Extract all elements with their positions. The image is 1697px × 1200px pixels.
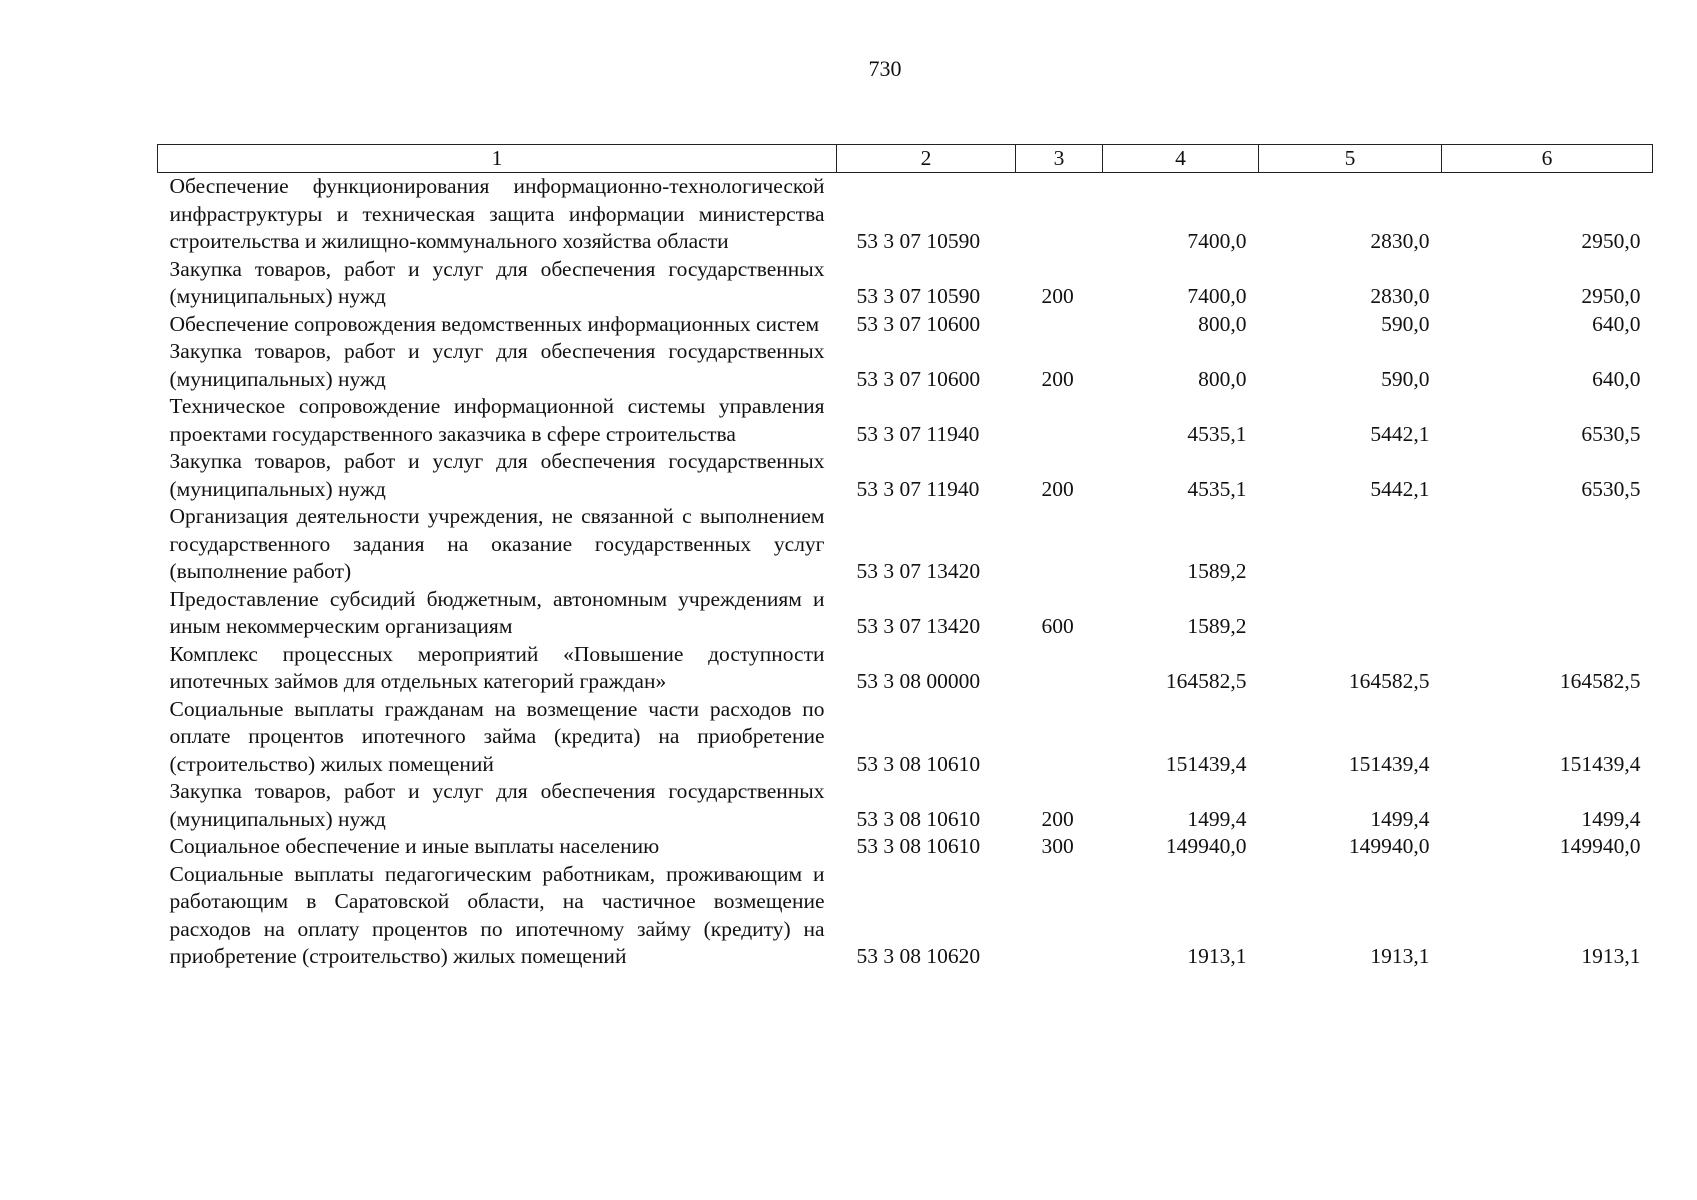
row-name: Закупка товаров, работ и услуг для обеспечения государственных (муниципальных) нужд [169, 256, 825, 308]
row-value-6: 149940,0 [1559, 834, 1641, 858]
row-value-6: 2950,0 [1581, 284, 1641, 308]
row-type [1016, 311, 1103, 339]
row-name: Организация деятельности учреждения, не связанной с выполнением государственного задания на оказание государственных услуг (выполнение работ) [169, 504, 825, 583]
row-value-5: 1913,1 [1370, 944, 1430, 968]
row-type [1016, 173, 1103, 256]
row-type: 600 [1041, 614, 1074, 638]
row-code: 53 3 07 11940 [856, 421, 980, 446]
row-value-4: 7400,0 [1187, 284, 1247, 308]
row-name: Техническое сопровождение информационной системы управления проектами государственного заказчика в сфере строительства [169, 394, 825, 446]
budget-table [157, 144, 1653, 971]
row-value-6: 640,0 [1592, 311, 1641, 336]
row-value-6 [1442, 586, 1653, 641]
table-row [158, 778, 1653, 833]
column-header-1: 1 [158, 145, 837, 173]
row-type [1016, 641, 1103, 696]
row-value-6: 1913,1 [1581, 944, 1641, 968]
row-code: 53 3 08 10620 [856, 944, 981, 968]
row-value-6 [1442, 503, 1653, 586]
row-name: Обеспечение функционирования информационно-технологической инфраструктуры и техническая защита информации министерства строительства и жилищно-коммунального хозяйства области [169, 174, 825, 253]
column-header-6: 6 [1442, 145, 1653, 173]
row-code: 53 3 08 10610 [856, 751, 981, 776]
row-value-6: 164582,5 [1559, 669, 1641, 693]
table-row [158, 503, 1653, 586]
row-name: Закупка товаров, работ и услуг для обеспечения государственных (муниципальных) нужд [169, 449, 825, 501]
row-code: 53 3 08 10610 [856, 834, 981, 858]
row-value-4: 4535,1 [1187, 421, 1247, 446]
table-row [158, 173, 1653, 256]
row-type [1016, 393, 1103, 448]
row-name: Социальное обеспечение и иные выплаты населению [169, 834, 660, 858]
row-value-4: 1913,1 [1187, 944, 1247, 968]
table-row [158, 586, 1653, 641]
row-value-5: 149940,0 [1348, 834, 1430, 858]
row-value-4: 800,0 [1198, 366, 1247, 391]
row-name: Предоставление субсидий бюджетным, автономным учреждениям и иным некоммерческим организациям [169, 586, 825, 638]
column-header-3: 3 [1016, 145, 1103, 173]
row-name: Обеспечение сопровождения ведомственных информационных систем [169, 311, 820, 336]
row-value-5: 1499,4 [1370, 806, 1430, 831]
row-name: Социальные выплаты гражданам на возмещение части расходов по оплате процентов ипотечного займа (кредита) на приобретение (строительство) жилых помещений [169, 696, 825, 776]
row-value-6: 151439,4 [1559, 751, 1641, 776]
row-value-5: 2830,0 [1370, 229, 1430, 253]
column-header-4: 4 [1103, 145, 1259, 173]
row-value-5: 164582,5 [1348, 669, 1430, 693]
table-row [158, 861, 1653, 971]
row-value-5 [1259, 586, 1442, 641]
row-type: 200 [1041, 366, 1074, 391]
row-value-6: 2950,0 [1581, 229, 1641, 253]
row-value-4: 164582,5 [1165, 669, 1247, 693]
table-row [158, 448, 1653, 503]
row-value-4: 7400,0 [1187, 229, 1247, 253]
page-number: 730 [868, 56, 902, 81]
row-code: 53 3 07 11940 [856, 476, 980, 501]
row-value-5: 590,0 [1381, 311, 1430, 336]
row-type [1016, 696, 1103, 779]
row-type [1016, 503, 1103, 586]
row-type: 200 [1041, 284, 1074, 308]
row-value-5: 590,0 [1381, 366, 1430, 391]
column-header-2: 2 [837, 145, 1016, 173]
row-value-6: 6530,5 [1581, 421, 1641, 446]
row-value-4: 151439,4 [1165, 751, 1247, 776]
row-code: 53 3 08 10610 [856, 806, 981, 831]
row-type: 200 [1041, 476, 1074, 501]
row-value-6: 1499,4 [1581, 806, 1641, 831]
row-code: 53 3 07 10590 [856, 229, 981, 253]
row-value-5: 151439,4 [1348, 751, 1430, 776]
table-header-row [158, 145, 1653, 173]
table-row [158, 256, 1653, 311]
row-value-4: 800,0 [1198, 311, 1247, 336]
row-value-5: 2830,0 [1370, 284, 1430, 308]
table-row [158, 393, 1653, 448]
row-type [1016, 861, 1103, 971]
row-code: 53 3 07 13420 [856, 559, 981, 583]
row-code: 53 3 07 13420 [856, 614, 981, 638]
row-code: 53 3 08 00000 [856, 669, 981, 693]
row-code: 53 3 07 10600 [856, 311, 981, 336]
row-value-5 [1259, 503, 1442, 586]
row-value-4: 1589,2 [1187, 614, 1247, 638]
row-value-5: 5442,1 [1370, 421, 1430, 446]
row-value-4: 4535,1 [1187, 476, 1247, 501]
column-header-5: 5 [1259, 145, 1442, 173]
row-name: Комплекс процессных мероприятий «Повышение доступности ипотечных займов для отдельных категорий граждан» [169, 641, 825, 693]
table-row [158, 338, 1653, 393]
row-name: Закупка товаров, работ и услуг для обеспечения государственных (муниципальных) нужд [169, 339, 825, 391]
table-row [158, 641, 1653, 696]
row-value-4: 1589,2 [1187, 559, 1247, 583]
row-value-6: 6530,5 [1581, 476, 1641, 501]
table-row [158, 833, 1653, 861]
row-name: Закупка товаров, работ и услуг для обеспечения государственных (муниципальных) нужд [169, 779, 825, 831]
table-row [158, 311, 1653, 339]
row-code: 53 3 07 10590 [856, 284, 981, 308]
row-type: 300 [1041, 834, 1074, 858]
row-value-4: 149940,0 [1165, 834, 1247, 858]
row-code: 53 3 07 10600 [856, 366, 981, 391]
table-row [158, 696, 1653, 779]
row-value-6: 640,0 [1592, 366, 1641, 391]
row-type: 200 [1041, 806, 1074, 831]
row-value-5: 5442,1 [1370, 476, 1430, 501]
row-value-4: 1499,4 [1187, 806, 1247, 831]
row-name: Социальные выплаты педагогическим работникам, проживающим и работающим в Саратовской области, на частичное возмещение расходов на оплату процентов по ипотечному займу (кредиту) на приобретение (строительство) жилых помещений [169, 861, 825, 968]
